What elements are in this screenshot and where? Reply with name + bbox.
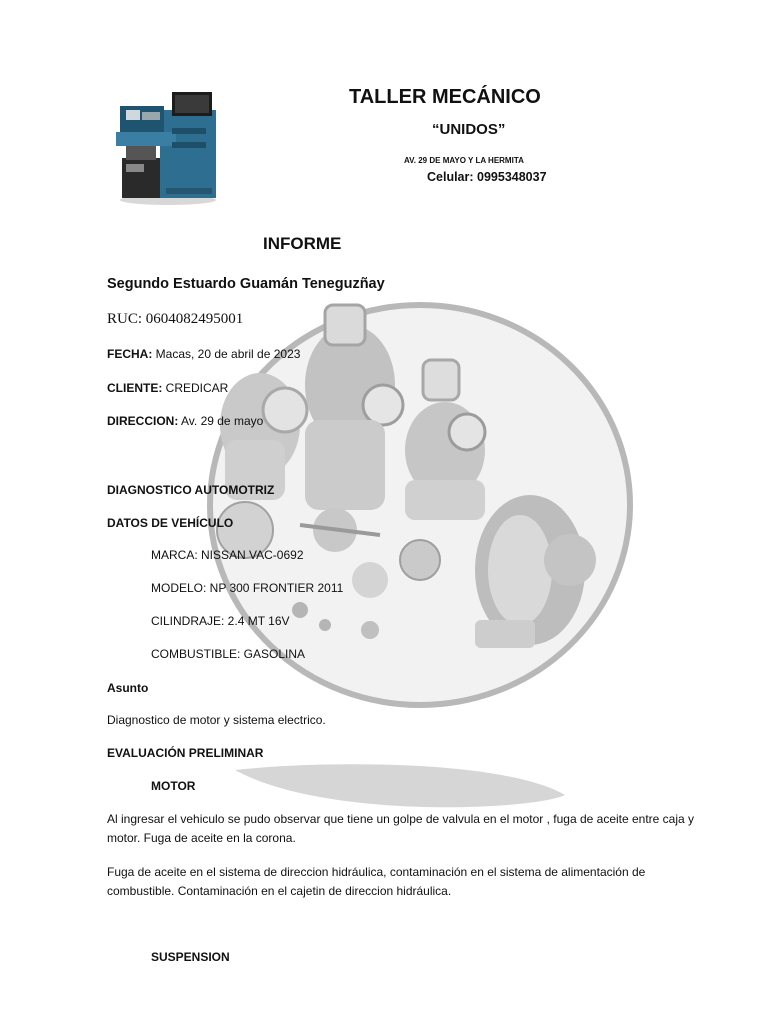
shop-subtitle: “UNIDOS” [432, 121, 506, 138]
direccion-value: Av. 29 de mayo [178, 414, 264, 428]
motor-title: MOTOR [151, 779, 196, 793]
diagnostico-title: DIAGNOSTICO AUTOMOTRIZ [107, 483, 275, 497]
asunto-text: Diagnostico de motor y sistema electrico. [107, 713, 326, 727]
datos-vehiculo-title: DATOS DE VEHÍCULO [107, 516, 234, 530]
vehicle-combustible: COMBUSTIBLE: GASOLINA [151, 647, 306, 661]
owner-name: Segundo Estuardo Guamán Teneguzñay [107, 276, 385, 292]
vehicle-marca: MARCA: NISSAN VAC-0692 [151, 548, 304, 562]
ruc-number: RUC: 0604082495001 [107, 311, 244, 327]
motor-paragraph-2: Fuga de aceite en el sistema de direccion hidráulica, contaminación en el sistema de alimentación de combustible. Contaminación en el cajetin de direccion hidráulica. [107, 865, 646, 898]
cliente-value: CREDICAR [162, 381, 229, 395]
cliente-line [107, 381, 228, 395]
fecha-label: FECHA: [107, 347, 153, 361]
vehicle-cilindraje: CILINDRAJE: 2.4 MT 16V [151, 614, 290, 628]
shop-address: AV. 29 DE MAYO Y LA HERMITA [404, 156, 524, 165]
fecha-value: Macas, 20 de abril de 2023 [152, 347, 301, 361]
cliente-label: CLIENTE: [107, 381, 163, 395]
asunto-title: Asunto [107, 681, 149, 695]
suspension-title: SUSPENSION [151, 950, 230, 964]
report-heading: INFORME [263, 234, 342, 253]
direccion-line [107, 414, 263, 428]
shop-phone: Celular: 0995348037 [427, 170, 547, 184]
evaluacion-title: EVALUACIÓN PRELIMINAR [107, 746, 264, 760]
machine-logo-image [112, 88, 224, 206]
vehicle-modelo: MODELO: NP 300 FRONTIER 2011 [151, 581, 344, 595]
shop-title: TALLER MECÁNICO [349, 86, 541, 108]
direccion-label: DIRECCION: [107, 414, 179, 428]
motor-paragraph-1: Al ingresar el vehiculo se pudo observar que tiene un golpe de valvula en el motor , fuga de aceite entre caja y motor. Fuga de aceite en la corona. [107, 812, 695, 845]
fecha-line [107, 347, 300, 361]
